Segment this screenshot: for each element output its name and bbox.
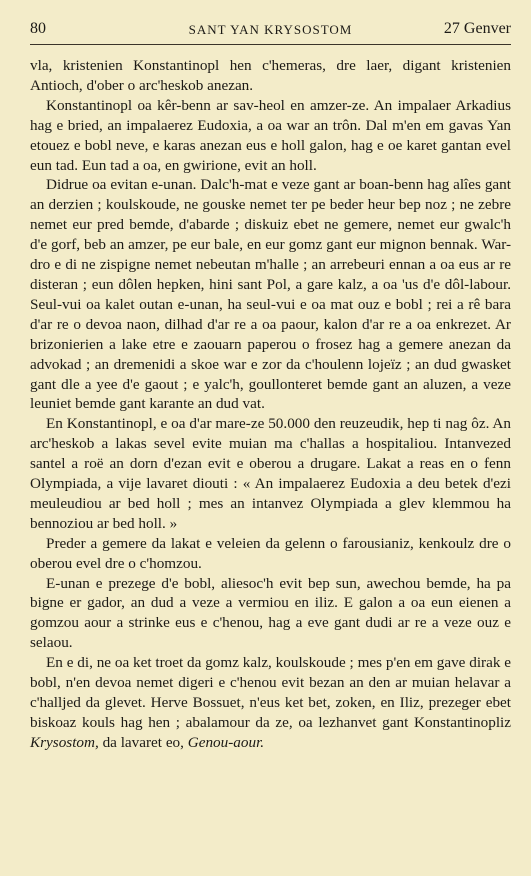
page-header [30,20,511,44]
paragraph: vla, kristenien Konstantinopl hen c'hemeras, dre laer, digant kristenien Antioch, d'ober o arc'heskob anezan. [30,57,511,94]
running-title: SANT YAN KRYSOSTOM [188,22,353,37]
header-date: 27 Genver [443,20,511,37]
paragraph: Preder a gemere da lakat e veleien da gelenn o farousianiz, kenkoulz dre o oberou evel dre o c'homzou. [30,534,511,572]
page-body [30,56,511,753]
paragraph-text: da lavaret eo, [98,733,188,751]
italic-term: Krysostom, [30,733,99,751]
paragraph [30,653,511,753]
header-rule [30,44,511,45]
paragraph: Didrue oa evitan e-unan. Dalc'h-mat e veze gant ar boan-benn hag alîes gant an derzien ; koulskoude, ne gouske nemet ter pe beder heur bep noz ; ne zebre nemet eur pred bemde, d'abarde ; diskuiz ebet ne gemere, nemet eur gwalc'h d'e gorf, beb an amzer, pe eur bale, en eur gomz gant eur mignon bennak. War-dro e di ne zispigne nemet nebeutan m'halle ; an arrebeuri ennan a oa eus ar re disteran ; eun dôlen hepken, hini sant Pol, a gare kalz, a oa 'us d'e dôl-labour. Seul-vui oa kalet outan e-unan, ha seul-vui e oa mat ouz e bobl ; rei a rê bara d'ar re o devoa naon, dilhad d'ar re a oa paour, kalon d'ar re a oa enkrezet. Ar brizonierien a lake etre e zaouarn paperou o frosez hag a gemere anezan da advokad ; an dremenidi a skoe war e zor da c'houlenn lojeïz ; an dud gwasket gant dle a yee d'e gaout ; e yalc'h, goullonteret bemde gant an aluzen, a veze leuniet bemde gant karante an dud vat. [30,176,511,413]
paragraph: Konstantinopl oa kêr-benn ar sav-heol en amzer-ze. An impalaer Arkadius hag e bried, an impalaerez Eudoxia, a oa war an trôn. Dal m'en em gavas Yan etouez e bobl neve, e karas anezan eus e holl galon, hag e oe karet gantan evel eun tad. Eun tad a oa, en gwirione, evit an holl. [30,96,511,174]
page-number: 80 [30,20,46,37]
italic-term: Genou-aour. [187,733,265,751]
paragraph: En Konstantinopl, e oa d'ar mare-ze 50.000 den reuzeudik, hep ti nag ôz. An arc'heskob a lakas sevel evite muian ma c'hallas a hospitaliou. Intanvezed santel a roë an dorn d'ezan evit e oberou a drugare. Lakat a reas en o fenn Olympiada, a vije lavaret diouti : « An impalaerez Eudoxia a deu betek d'ezi meuleudiou ar bed holl ; mes an intanvez Olympiada a glev klemmou ha bennoziou ar bed holl. » [30,415,511,532]
paragraph: E-unan e prezege d'e bobl, aliesoc'h evit bep sun, awechou bemde, ha pa bigne er gador, an dud a veze a vermiou en iliz. E galon a oa eun eienen a gomzou aour a strinke eus e c'henou, hag a eve gant dudi ar re a veze ouz e selaou. [30,574,511,652]
paragraph-text: En e di, ne oa ket troet da gomz kalz, koulskoude ; mes p'en em gave dirak e bobl, n'en devoa nemet digeri e c'henou evit bezan an den ar muian helavar a c'halljed da glevet. Herve Bossuet, n'eus ket bet, zoken, en Iliz, prezeger ebet biskoaz kouls hag hen ; abalamour da ze, oa lezhanvet gant Konstantinopliz [30,654,511,731]
